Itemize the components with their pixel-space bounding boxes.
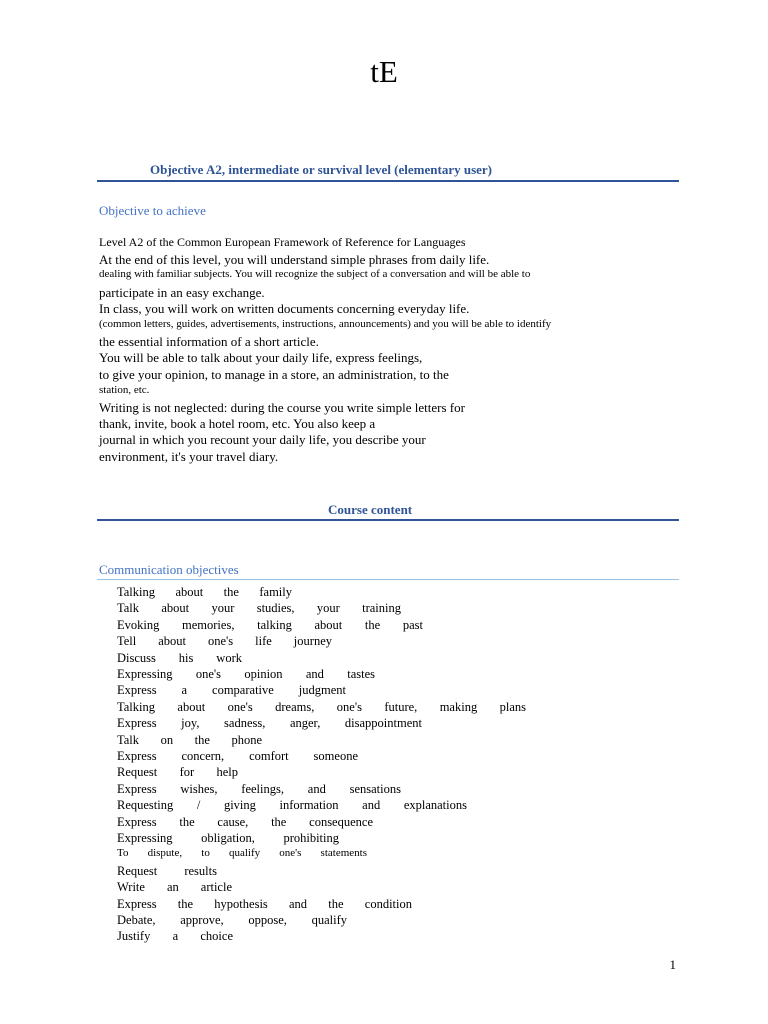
objective-line: Writing is not neglected: during the course you write simple letters for	[99, 400, 465, 415]
objective-line: You will be able to talk about your daily life, express feelings,	[99, 350, 423, 365]
objective-heading: Objective A2, intermediate or survival level (elementary user)	[150, 162, 492, 177]
communication-item: Talking about the family	[117, 585, 292, 599]
page-number: 1	[669, 957, 676, 972]
document-title: tE	[370, 54, 398, 89]
communication-item: Discuss his work	[117, 650, 242, 665]
objective-line: station, etc.	[99, 384, 150, 396]
communication-subheading: Communication objectives	[99, 562, 239, 577]
communication-item: Evoking memories, talking about the past	[117, 617, 423, 632]
objective-line: dealing with familiar subjects. You will recognize the subject of a conversation and will be able to	[99, 268, 531, 280]
objective-line: participate in an easy exchange.	[99, 285, 265, 300]
communication-item: Request for help	[117, 765, 238, 780]
communication-item: Talk on the phone	[117, 732, 262, 747]
objective-line: Level A2 of the Common European Framework of Reference for Languages	[99, 235, 466, 249]
communication-item: Justify a choice	[117, 929, 233, 944]
communication-item: Expressing obligation, prohibiting	[117, 831, 339, 845]
heading-rule	[97, 180, 679, 182]
communication-item: To dispute, to qualify one's statements	[117, 847, 367, 860]
communication-item: Tell about one's life journey	[117, 634, 332, 649]
communication-item: Express a comparative judgment	[117, 683, 346, 698]
communication-item: Express the hypothesis and the condition	[117, 896, 412, 911]
communication-item: Debate, approve, oppose, qualify	[117, 913, 347, 927]
communication-item: Talking about one's dreams, one's future, making plans	[117, 699, 526, 714]
objective-line: environment, it's your travel diary.	[99, 449, 279, 464]
communication-item: Express concern, comfort someone	[117, 749, 358, 763]
objective-line: (common letters, guides, advertisements, instructions, announcements) and you will be able to identify	[99, 318, 552, 330]
objective-subheading: Objective to achieve	[99, 203, 206, 218]
communication-item: Talk about your studies, your training	[117, 601, 401, 616]
objective-line: thank, invite, book a hotel room, etc. You also keep a	[99, 416, 376, 431]
heading-rule	[97, 519, 679, 521]
communication-item: Write an article	[117, 880, 232, 895]
course-heading: Course content	[328, 502, 413, 517]
communication-item: Requesting / giving information and explanations	[117, 798, 467, 813]
objective-line: In class, you will work on written documents concerning everyday life.	[99, 301, 470, 316]
communication-item: Express wishes, feelings, and sensations	[117, 781, 401, 796]
objective-line: At the end of this level, you will understand simple phrases from daily life.	[99, 252, 490, 267]
objective-line: journal in which you recount your daily life, you describe your	[99, 432, 426, 447]
communication-item: Request results	[117, 863, 217, 878]
objective-line: the essential information of a short article.	[99, 334, 319, 349]
communication-item: Express the cause, the consequence	[117, 814, 373, 829]
objective-line: to give your opinion, to manage in a store, an administration, to the	[99, 367, 449, 382]
communication-item: Express joy, sadness, anger, disappointment	[117, 716, 422, 731]
subheading-rule	[97, 579, 679, 580]
communication-item: Expressing one's opinion and tastes	[117, 667, 375, 681]
